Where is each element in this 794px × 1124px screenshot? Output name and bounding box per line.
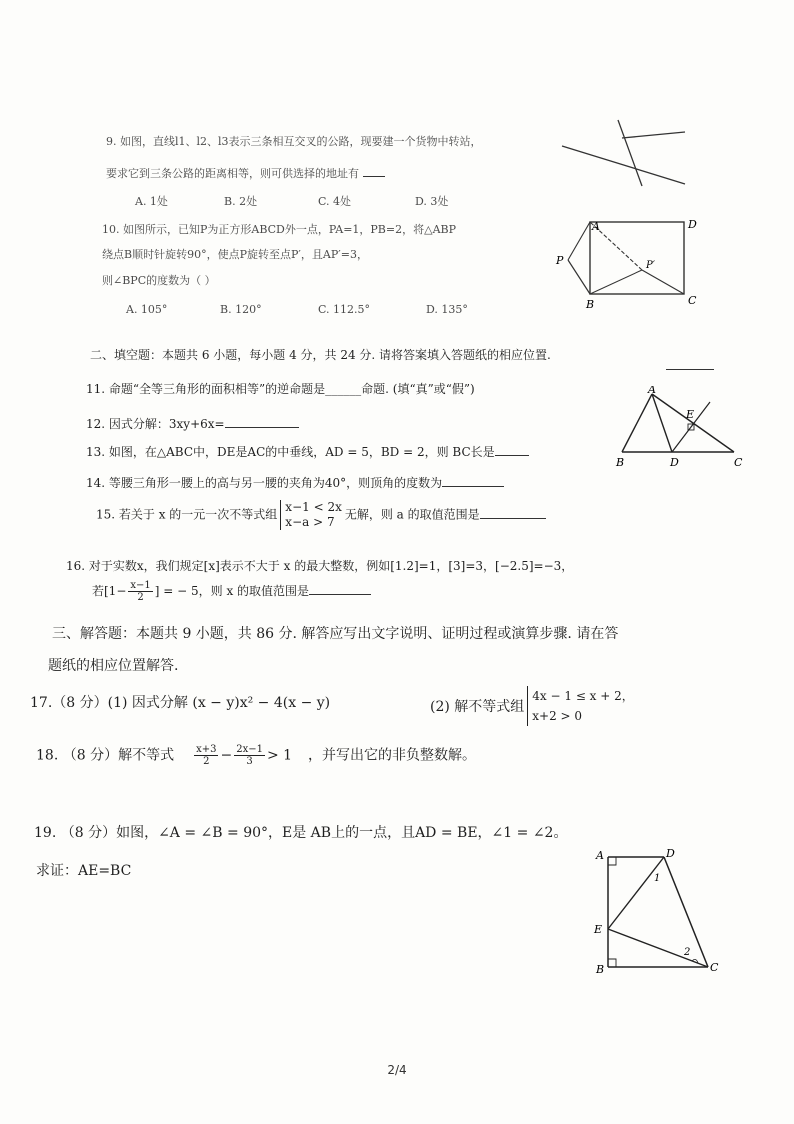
- q19-angle-1: 1: [654, 873, 661, 884]
- q9-option-b: B. 2处: [224, 195, 258, 208]
- q10-label-c: C: [688, 294, 697, 307]
- q13-label-c: C: [734, 456, 743, 468]
- q10-line2: 绕点B顺时针旋转90°，使点P旋转至点P′，且AP′=3，: [102, 248, 368, 261]
- q10-option-c: C. 112.5°: [318, 303, 371, 316]
- q14: 14. 等腰三角形一腰上的高与另一腰的夹角为40°，则顶角的度数为: [86, 474, 504, 491]
- section2-header: 二、填空题：本题共 6 小题，每小题 4 分，共 24 分. 请将答案填入答题纸的相应位置.: [90, 348, 551, 362]
- q9-option-d: D. 3处: [415, 195, 449, 208]
- q19-line1: 19. （8 分）如图，∠A = ∠B = 90°，E是 AB上的一点，且AD = BE，∠1 = ∠2。: [34, 825, 568, 841]
- q10-option-d: D. 135°: [426, 303, 468, 316]
- q19-label-a: A: [596, 849, 604, 862]
- q19-label-c: C: [710, 961, 719, 974]
- q9-roads-figure: [560, 118, 700, 193]
- q16-line1: 16. 对于实数x，我们规定[x]表示不大于 x 的最大整数，例如[1.2]=1，[3]=3，[−2.5]=−3，: [66, 559, 574, 573]
- q10-square-figure: [550, 212, 710, 312]
- q10-label-p-prime: P′: [646, 260, 655, 271]
- q10-option-a: A. 105°: [126, 303, 168, 316]
- q16-line2: 若[1− $\frac{x-1}{2}$ ] = − 5，则 x 的取值范围是: [92, 580, 371, 603]
- q10-label-p: P: [556, 254, 564, 267]
- q10-line3: 则∠BPC的度数为（ ）: [102, 274, 216, 287]
- q9-option-c: C. 4处: [318, 195, 352, 208]
- q18: 18. （8 分）解不等式 $\frac{x+3}{2}$ − $\frac{2x-1}{3}$ > 1 ，并写出它的非负整数解。: [36, 744, 477, 767]
- q10-option-b: B. 120°: [220, 303, 262, 316]
- section3-line1: 三、解答题：本题共 9 小题，共 86 分. 解答应写出文字说明、证明过程或演算步骤. 请在答: [52, 626, 619, 642]
- q13: 13. 如图，在△ABC中，DE是AC的中垂线，AD = 5，BD = 2，则 BC长是: [86, 443, 529, 460]
- q17-part2: (2) 解不等式组 4x − 1 ≤ x + 2， x+2 > 0: [430, 686, 637, 726]
- q19-label-e: E: [594, 923, 603, 936]
- q19-label-d: D: [666, 847, 675, 860]
- q19-label-b: B: [596, 963, 605, 976]
- q12: 12. 因式分解：3xy+6x=: [86, 415, 299, 432]
- q15: 15. 若关于 x 的一元一次不等式组 x−1 < 2x x−a > 7 无解，则 a 的取值范围是: [96, 500, 546, 530]
- q19-trapezoid-figure: [588, 845, 728, 980]
- q10-line1: 10. 如图所示，已知P为正方形ABCD外一点，PA=1，PB=2，将△ABP: [102, 223, 456, 236]
- q9-line1: 9. 如图，直线l1、l2、l3表示三条相互交叉的公路，现要建一个货物中转站，: [106, 135, 482, 148]
- page-number: 2/4: [387, 1063, 407, 1077]
- section2-rule: [666, 369, 714, 370]
- section3-line2: 题纸的相应位置解答.: [48, 658, 179, 674]
- q13-label-e: E: [686, 408, 695, 421]
- q17-part1: 17.（8 分）(1) 因式分解 (x − y)x² − 4(x − y): [30, 695, 331, 711]
- q10-label-a: A: [592, 220, 600, 233]
- q13-label-d: D: [670, 456, 679, 468]
- q13-triangle-figure: [610, 386, 750, 468]
- q9-line2: 要求它到三条公路的距离相等，则可供选择的地址有: [106, 164, 385, 181]
- q19-angle-2: 2: [684, 947, 691, 958]
- q10-label-d: D: [688, 218, 697, 231]
- q9-option-a: A. 1处: [135, 195, 168, 208]
- q19-line2: 求证：AE=BC: [36, 863, 132, 879]
- q10-label-b: B: [586, 298, 595, 311]
- q13-label-b: B: [616, 456, 625, 468]
- q11: 11. 命题“全等三角形的面积相等”的逆命题是______命题. (填“真”或“假”): [86, 382, 475, 396]
- q13-label-a: A: [648, 386, 656, 396]
